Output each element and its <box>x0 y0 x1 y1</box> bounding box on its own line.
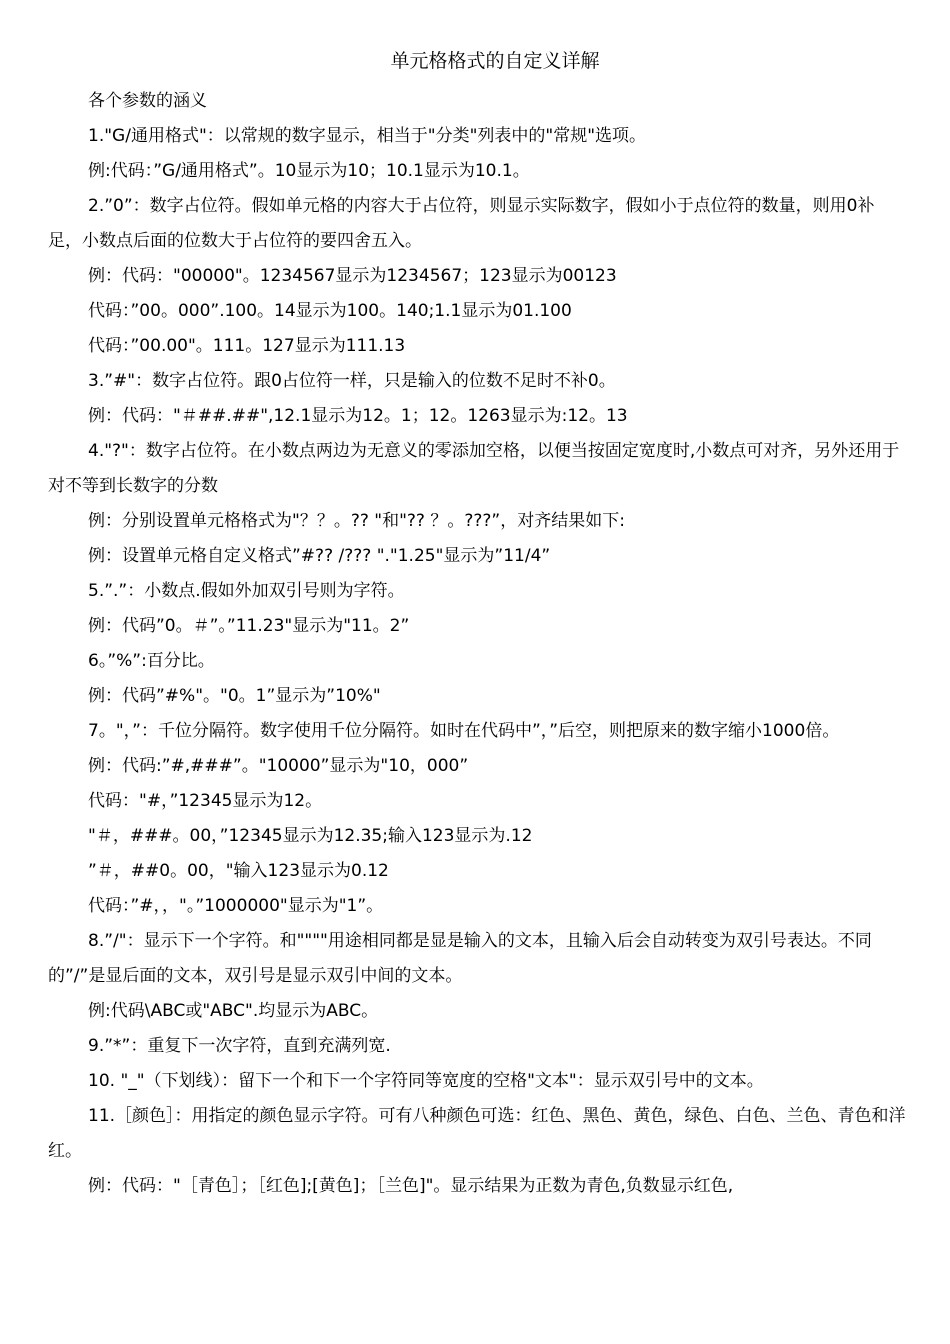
paragraph: 4."?"：数字占位符。在小数点两边为无意义的零添加空格，以便当按固定宽度时,小数点可对齐，另外还用于对不等到长数字的分数 <box>48 441 900 496</box>
paragraph: 代码：”00.00"。111。127显示为111.13 <box>88 336 406 356</box>
paragraph: 例：代码:”#,###”。"10000”显示为"10，000” <box>88 756 469 776</box>
paragraph: 例：代码”0。＃”。”11.23"显示为"11。2” <box>88 616 410 636</box>
paragraph: 11.［颜色］：用指定的颜色显示字符。可有八种颜色可选：红色、黑色、黄色，绿色、白色、兰色、青色和洋红。 <box>48 1106 906 1161</box>
paragraph: 8.”/"：显示下一个字符。和""""用途相同都是显是输入的文本，且输入后会自动转变为双引号表达。不同的”/”是显后面的文本，双引号是显示双引中间的文本。 <box>48 931 872 986</box>
paragraph: 例:代码：”G/通用格式”。10显示为10；10.1显示为10.1。 <box>88 161 530 181</box>
paragraph: 例：代码”#%"。"0。1”显示为”10%" <box>88 686 381 706</box>
paragraph: 例：分别设置单元格格式为"？？。?? "和"?? ？。???”，对齐结果如下: <box>88 511 625 531</box>
paragraph: 9.”*”：重复下一次字符，直到充满列宽. <box>88 1036 391 1056</box>
paragraph: 例：设置单元格自定义格式”#?? /??? "."1.25"显示为”11/4” <box>88 546 551 566</box>
paragraph: 7。"，”：千位分隔符。数字使用千位分隔符。如时在代码中”，”后空，则把原来的数字缩小1000倍。 <box>88 721 840 741</box>
paragraph: 6。”%”:百分比。 <box>88 651 215 671</box>
paragraph: 5.”.”：小数点.假如外加双引号则为字符。 <box>88 581 405 601</box>
paragraph: 2.”0”：数字占位符。假如单元格的内容大于占位符，则显示实际数字，假如小于点位符的数量，则用0补足，小数点后面的位数大于占位符的要四舍五入。 <box>48 196 875 251</box>
paragraph: ”＃，##0。00，"输入123显示为0.12 <box>88 861 389 881</box>
paragraph: 例：代码："［青色］；［红色];[黄色]；［兰色]"。显示结果为正数为青色,负数显示红色, <box>88 1176 734 1196</box>
document-body <box>48 84 906 1204</box>
paragraph: 10. "_"（下划线）：留下一个和下一个字符同等宽度的空格"文本"：显示双引号中的文本。 <box>88 1071 764 1091</box>
paragraph: 代码："#，”12345显示为12。 <box>88 791 323 811</box>
paragraph: "＃，###。00，”12345显示为12.35;输入123显示为.12 <box>88 826 533 846</box>
paragraph: 例：代码："00000"。1234567显示为1234567；123显示为00123 <box>88 266 617 286</box>
paragraph: 1."G/通用格式"：以常规的数字显示，相当于"分类"列表中的"常规"选项。 <box>88 126 647 146</box>
document-title: 单元格格式的自定义详解 <box>390 50 600 72</box>
paragraph: 3.”#"：数字占位符。跟0占位符一样，只是输入的位数不足时不补0。 <box>88 371 616 391</box>
paragraph: 代码：”#，，"。”1000000"显示为"1”。 <box>88 896 384 916</box>
paragraph: 各个参数的涵义 <box>88 91 207 111</box>
paragraph: 代码：”00。000”.100。14显示为100。140;1.1显示为01.100 <box>88 301 572 321</box>
paragraph: 例:代码\ABC或"ABC".均显示为ABC。 <box>88 1001 379 1021</box>
paragraph: 例：代码："＃##.##",12.1显示为12。1；12。1263显示为:12。13 <box>88 406 628 426</box>
